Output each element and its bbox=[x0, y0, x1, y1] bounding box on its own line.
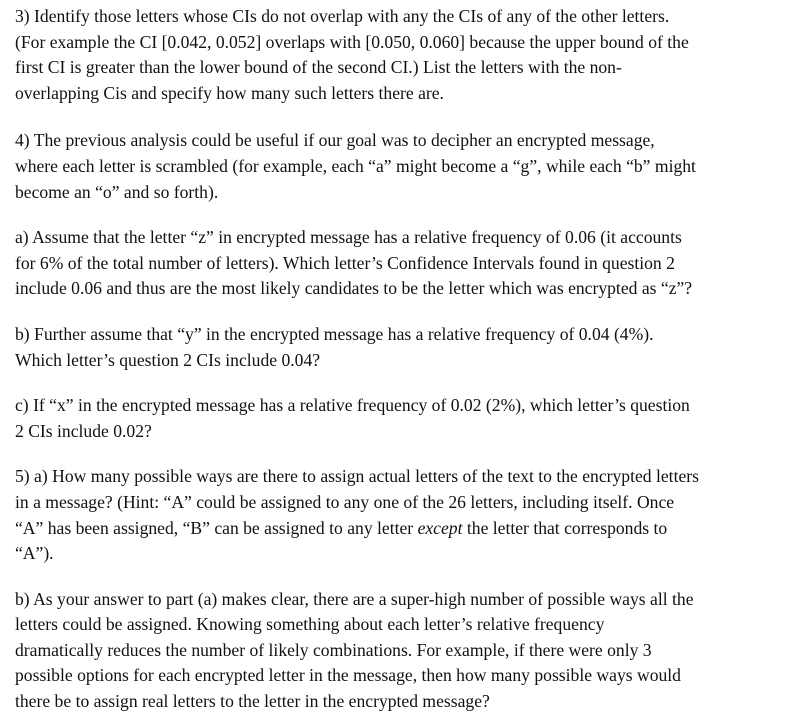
question-5b bbox=[15, 587, 805, 715]
question-5a-line bbox=[15, 516, 805, 542]
document-page bbox=[15, 4, 805, 715]
question-5b-line: possible options for each encrypted letter in the message, then how many possible ways would bbox=[15, 665, 681, 686]
question-5a bbox=[15, 464, 805, 566]
question-5a-line: 5) a) How many possible ways are there to assign actual letters of the text to the encrypted letters bbox=[15, 466, 699, 487]
question-4b-line: b) Further assume that “y” in the encrypted message has a relative frequency of 0.04 (4%). bbox=[15, 323, 654, 344]
question-4-intro-line: become an “o” and so forth). bbox=[15, 181, 219, 202]
question-5a-line: in a message? (Hint: “A” could be assigned to any one of the 26 letters, including itself. Once bbox=[15, 491, 675, 512]
question-4c-line: 2 CIs include 0.02? bbox=[15, 420, 152, 441]
question-4b bbox=[15, 322, 805, 373]
emphasis-except: except bbox=[417, 517, 463, 538]
question-4a bbox=[15, 225, 805, 302]
question-4a-line: include 0.06 and thus are the most likely candidates to be the letter which was encrypted as “z”? bbox=[15, 278, 693, 299]
question-5b-line: there be to assign real letters to the letter in the encrypted message? bbox=[15, 691, 490, 712]
question-5b-line: dramatically reduces the number of likely combinations. For example, if there were only 3 bbox=[15, 639, 652, 660]
question-4-intro-line: 4) The previous analysis could be useful if our goal was to decipher an encrypted message, bbox=[15, 130, 655, 151]
question-4c bbox=[15, 393, 805, 444]
question-4c-line: c) If “x” in the encrypted message has a relative frequency of 0.02 (2%), which letter’s question bbox=[15, 395, 690, 416]
question-5a-text: the letter that corresponds to bbox=[462, 517, 668, 538]
question-4-intro-line: where each letter is scrambled (for example, each “a” might become a “g”, while each “b” might bbox=[15, 155, 696, 176]
question-5b-line: letters could be assigned. Knowing something about each letter’s relative frequency bbox=[15, 614, 605, 635]
question-4a-line: for 6% of the total number of letters). Which letter’s Confidence Intervals found in question 2 bbox=[15, 252, 675, 273]
question-3 bbox=[15, 4, 805, 106]
question-5a-line: “A”). bbox=[15, 543, 54, 564]
question-4b-line: Which letter’s question 2 CIs include 0.04? bbox=[15, 349, 321, 370]
question-4a-line: a) Assume that the letter “z” in encrypted message has a relative frequency of 0.06 (it accounts bbox=[15, 227, 682, 248]
question-3-line: (For example the CI [0.042, 0.052] overlaps with [0.050, 0.060] because the upper bound of the bbox=[15, 31, 689, 52]
question-5a-text: “A” has been assigned, “B” can be assigned to any letter bbox=[15, 517, 418, 538]
question-5b-line: b) As your answer to part (a) makes clear, there are a super-high number of possible ways all the bbox=[15, 588, 694, 609]
question-3-line: first CI is greater than the lower bound of the second CI.) List the letters with the non- bbox=[15, 57, 622, 78]
question-4-intro bbox=[15, 128, 805, 205]
question-3-line: 3) Identify those letters whose CIs do not overlap with any the CIs of any of the other letters. bbox=[15, 6, 670, 26]
question-3-line: overlapping Cis and specify how many such letters there are. bbox=[15, 82, 444, 103]
